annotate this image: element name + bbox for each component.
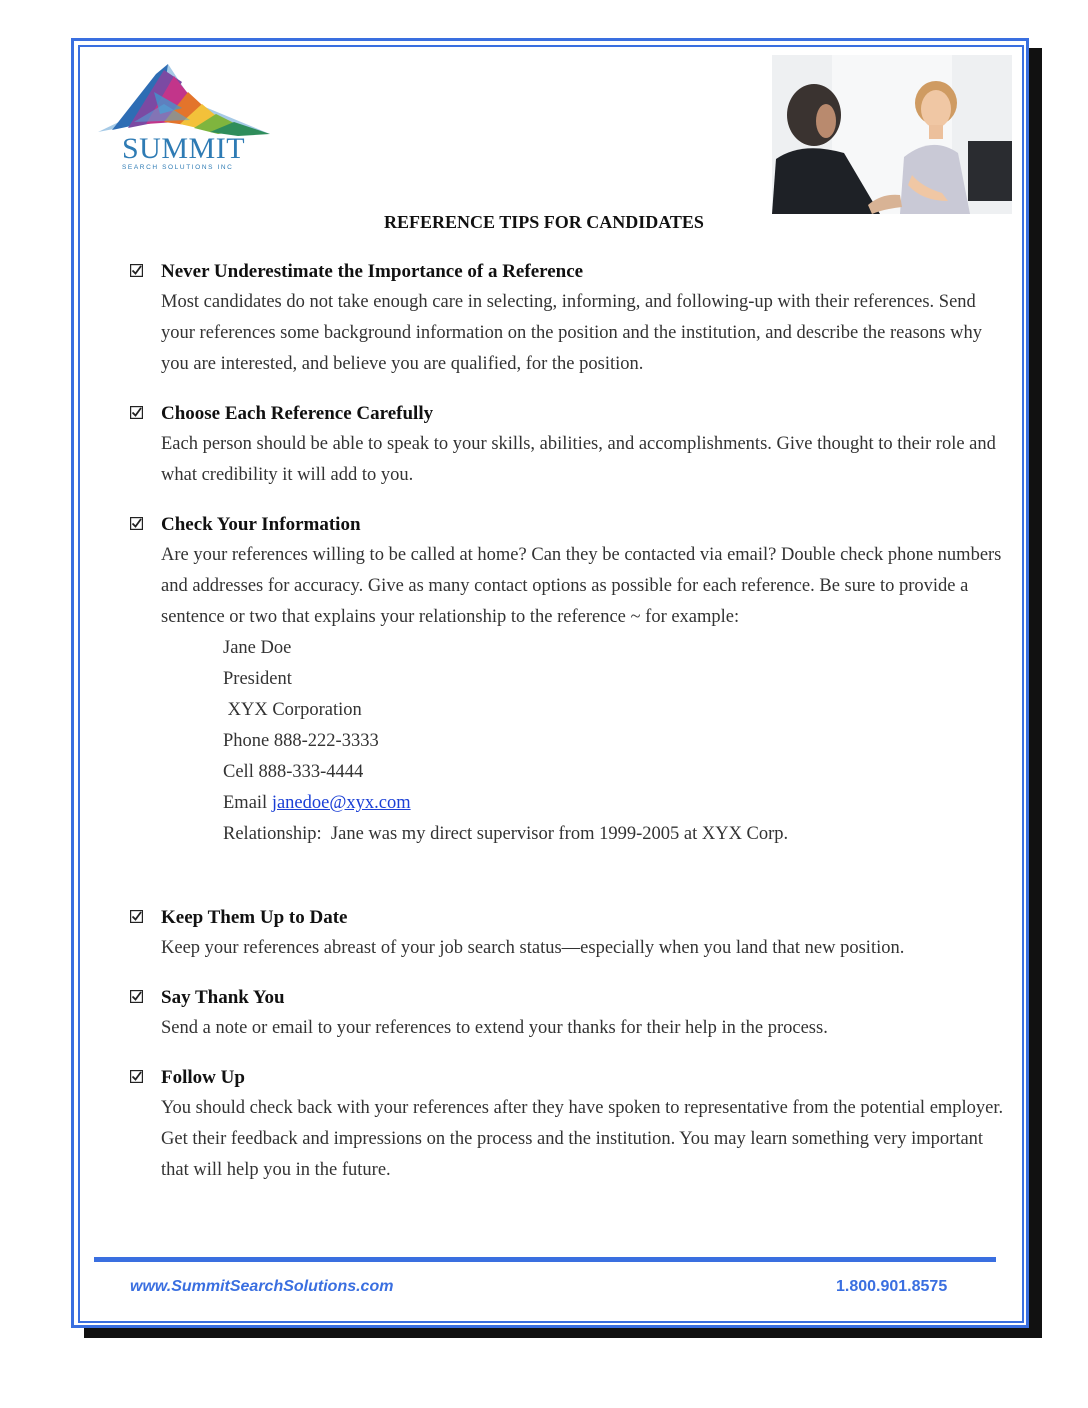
tip-body: Are your references willing to be called at home? Can they be contacted via email? Double check phone numbers and addresses for accuracy. Give as many contact options as possible for each reference. Be sure to provide a sentence or two that explains your relationship to the reference ~ for example: <box>161 545 1002 627</box>
tip-body: Each person should be able to speak to your skills, abilities, and accomplishments. Give thought to their role and what credibility it will add to you. <box>161 434 996 485</box>
contact-name: Jane Doe <box>223 638 292 658</box>
tip-heading: Choose Each Reference Carefully <box>161 403 434 424</box>
contact-cell: Cell 888-333-4444 <box>223 762 364 782</box>
checkbox-checked-icon <box>130 990 143 1003</box>
tip-body-with-example <box>161 540 1011 850</box>
tip-heading: Keep Them Up to Date <box>161 907 348 928</box>
footer-website[interactable]: www.SummitSearchSolutions.com <box>130 1278 394 1295</box>
tip-heading: Say Thank You <box>161 987 285 1008</box>
contact-email-label: Email <box>223 793 272 813</box>
checkbox-checked-icon <box>130 910 143 923</box>
interview-photo <box>772 55 1012 214</box>
footer-phone: 1.800.901.8575 <box>836 1278 948 1295</box>
tip-heading: Never Underestimate the Importance of a Reference <box>161 261 584 282</box>
footer-divider <box>94 1257 996 1262</box>
example-contact <box>223 633 1011 850</box>
logo-subtitle: SEARCH SOLUTIONS INC <box>122 164 234 171</box>
logo-wordmark: SUMMIT <box>122 132 246 165</box>
contact-email-link[interactable]: janedoe@xyx.com <box>271 793 411 813</box>
tip-heading: Check Your Information <box>161 514 361 535</box>
document-title: REFERENCE TIPS FOR CANDIDATES <box>384 212 704 232</box>
tip-body: Keep your references abreast of your job search status—especially when you land that new position. <box>161 938 905 958</box>
checkbox-checked-icon <box>130 1070 143 1083</box>
tip-body: You should check back with your references after they have spoken to representative from the potential employer. Get their feedback and impressions on the process and the institution. You may learn something very important that will help you in the future. <box>161 1098 1004 1180</box>
checkbox-checked-icon <box>130 406 143 419</box>
contact-position: President <box>223 669 292 689</box>
contact-phone: Phone 888-222-3333 <box>223 731 379 751</box>
checkbox-checked-icon <box>130 264 143 277</box>
contact-relationship: Relationship: Jane was my direct supervisor from 1999-2005 at XYX Corp. <box>223 824 789 844</box>
tip-body: Most candidates do not take enough care in selecting, informing, and following-up with their references. Send your references some background information on the position and the institution, and describe the reasons why you are interested, and believe you are qualified, for the position. <box>161 292 982 374</box>
tip-heading: Follow Up <box>161 1067 245 1088</box>
contact-company: XYX Corporation <box>223 700 362 720</box>
contact-email-row <box>223 788 1011 819</box>
checkbox-checked-icon <box>130 517 143 530</box>
tip-body: Send a note or email to your references to extend your thanks for their help in the process. <box>161 1018 828 1038</box>
